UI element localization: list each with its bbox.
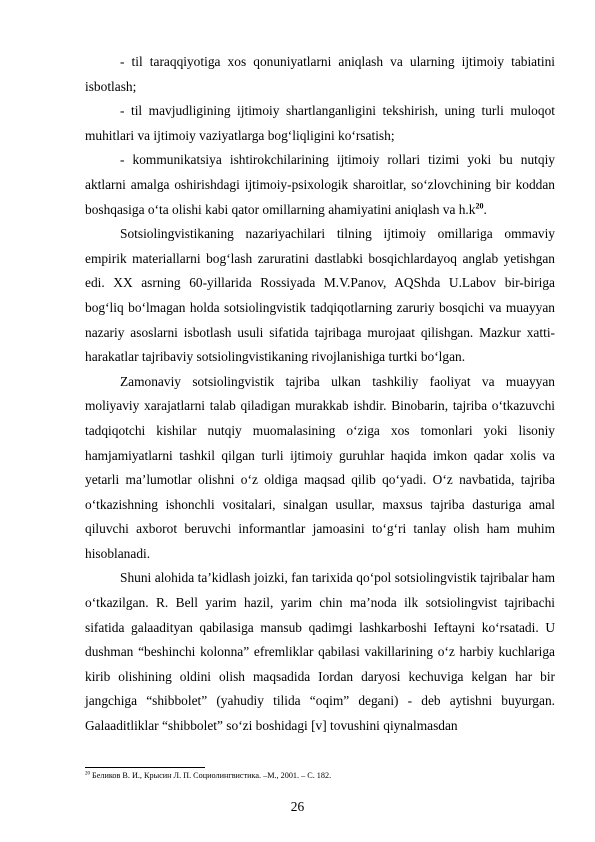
body-text	[85, 50, 555, 739]
footnote-text: Беликов В. И., Крысин Л. П. Социолингвистика. –М., 2001. – С. 182.	[92, 771, 332, 780]
paragraph-goal-1: - til taraqqiyotiga xos qonuniyatlarni aniqlash va ularning ijtimoiy tabiatini isbotlash;	[85, 54, 555, 94]
page-number: 26	[290, 799, 305, 814]
paragraph-history: Shuni alohida ta’kidlash joizki, fan tarixida qo‘pol sotsiolingvistik tajribalar ham o‘tkazilgan. R. Bell yarim hazil, yarim chin ma’noda ilk sotsiolingvist tajribachi sifatida galaadityan qabilasiga mansub qadimgi lashkarboshi Ieftayni ko‘rsatadi. U dushman “beshinchi kolonna” efremliklar qabilasi vakillarining o‘z harbiy kuchlariga kirib olishining oldini olish maqsadida Iordan daryosi kechuviga kelgan har bir jangchiga “shibbolet” (yahudiy tilida “oqim” degani) - deb aytishni buyurgan. Galaaditliklar “shibbolet” so‘zi boshidagi [v] tovushini qiynalmasdan	[85, 570, 555, 734]
paragraph-goal-2: - til mavjudligining ijtimoiy shartlanganligini tekshirish, uning turli muloqot muhitlari va ijtimoiy vaziyatlarga bog‘liqligini ko‘rsatish;	[85, 103, 555, 143]
paragraph-modern-experiment: Zamonaviy sotsiolingvistik tajriba ulkan tashkiliy faoliyat va muayyan moliyaviy xarajatlarni talab qiladigan murakkab ishdir. Binobarin, tajriba o‘tkazuvchi tadqiqotchi kishilar nutqiy muomalasining o‘ziga xos tomonlari yoki lisoniy hamjamiyatlarni tashkil qilgan turli ijtimoiy guruhlar haqida imkon qadar xolis va yetarli ma’lumotlar olishni o‘z oldiga maqsad qilib qo‘yadi. O‘z navbatida, tajriba o‘tkazishning ishonchli vositalari, sinalgan usullar, maxsus tajriba dasturiga amal qiluvchi axborot beruvchi informantlar jamoasini to‘g‘ri tanlay olish ham muhim hisoblanadi.	[85, 373, 555, 561]
footnote-reference[interactable]: 20	[475, 201, 484, 211]
paragraph-goal-3-text: - kommunikatsiya ishtirokchilarining ijtimoiy rollari tizimi yoki bu nutqiy aktlarni amalga oshirishdagi ijtimoiy-psixologik sharoitlar, so‘zlovchining bir koddan boshqasiga o‘ta olishi kabi qator omillarning ahamiyatini aniqlash va h.k	[85, 152, 555, 217]
paragraph-goal-3: - kommunikatsiya ishtirokchilarining ijtimoiy rollari tizimi yoki bu nutqiy aktlarni amalga oshirishdagi ijtimoiy-psixologik sharoitlar, so‘zlovchining bir koddan boshqasiga o‘ta olishi kabi qator omillarning ahamiyatini aniqlash va $h.k^{20}$.	[85, 152, 555, 217]
footnote	[85, 770, 555, 781]
footnote-number: 20	[85, 771, 90, 777]
paragraph-theorists: Sotsiolingvistikaning nazariyachilari tilning ijtimoiy omillariga ommaviy empirik materiallarni bog‘lash zaruratini dastlabki bosqichlardayoq anglab yetishgan edi. XX asrning 60-yillarida Rossiyada M.V.Panov, AQShda U.Labov bir-biriga bog‘liq bo‘lmagan holda sotsiolingvistik tadqiqotlarning zaruriy bosqichi va muayyan nazariy asoslarni isbotlash usuli sifatida tajribaga murojaat qilishgan. Mazkur xatti-harakatlar tajribaviy sotsiolingvistikaning rivojlanishiga turtki bo‘lgan.	[85, 226, 555, 365]
footnote-divider	[85, 767, 205, 768]
